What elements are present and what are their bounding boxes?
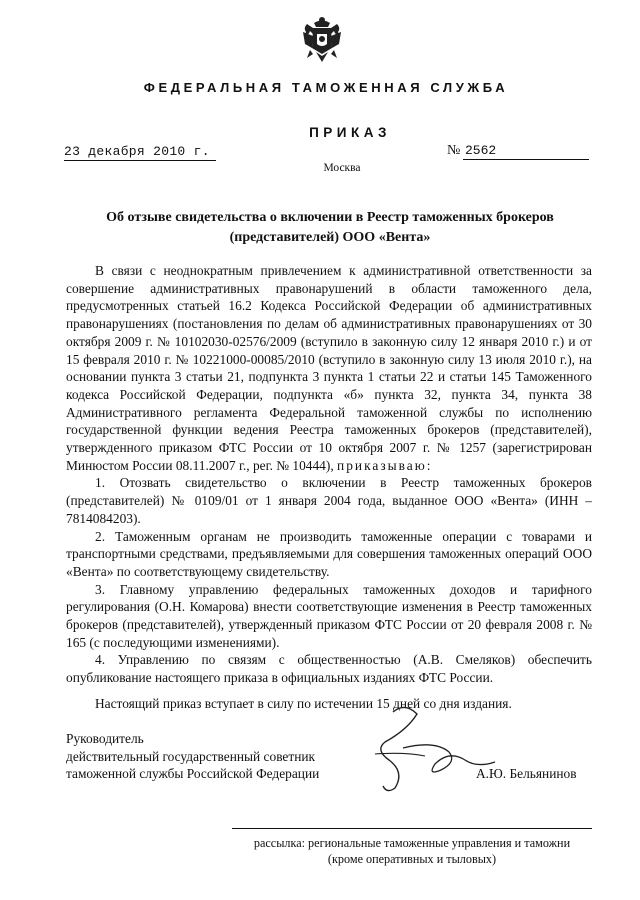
agency-name: ФЕДЕРАЛЬНАЯ ТАМОЖЕННАЯ СЛУЖБА: [143, 80, 509, 95]
closing-statement: Настоящий приказ вступает в силу по истечении 15 дней со дня издания.: [95, 696, 512, 711]
order-item-2: 2. Таможенным органам не производить таможенные операции с товарами и транспортными средствами, предъявляемыми для совершения таможенных операций ООО «Вента» по соответствующему свидетельству.: [66, 528, 592, 579]
document-body: [66, 262, 592, 687]
document-number: 2562: [465, 143, 497, 158]
order-item-3: 3. Главному управлению федеральных таможенных доходов и тарифного регулирования (О.Н. Комарова) внести соответствующие изменения в Реестр таможенных брокеров (представителей), утвержденный приказом ФТС России от 20 февраля 2008 г. № 165 (с последующими изменениями).: [66, 581, 592, 650]
document-number-field: [447, 144, 589, 160]
intro-paragraph: [66, 262, 592, 474]
number-underline: [463, 143, 589, 160]
order-word: приказываю:: [337, 457, 433, 473]
distribution-line-1: рассылка: региональные таможенные управления и таможни: [253, 836, 571, 850]
double-headed-eagle-emblem-icon: [301, 14, 343, 64]
intro-text: В связи с неоднократным привлечением к административной ответственности за совершение административных правонарушений в области таможенного дела, предусмотренных статьей 16.2 Кодекса Российской Федерации об административных правонарушениях (постановления по делам об административных правонарушениях от 30 октября 2009 г. № 10102030-02576/2009 (вступило в законную силу 12 января 2010 г.) и от 15 февраля 2010 г. № 10221000-00085/2010 (вступило в законную силу 13 июля 2010 г.), на основании пункта 3 статьи 21, подпункта 3 пункта 1 статьи 22 и статьи 145 Таможенного кодекса Российской Федерации, подпункта «б» пункта 32, пункта 34, пункта 38 Административного регламента Федеральной таможенной службы по исполнению государственной функции ведения Реестра таможенных брокеров (представителей), утвержденного приказом ФТС России от 10 октября 2007 г. № 1257 (зарегистрирован Минюстом России 08.11.2007 г., рег. № 10444),: [66, 263, 592, 473]
order-item-4: 4. Управлению по связям с общественностью (А.В. Смеляков) обеспечить опубликование настоящего приказа в официальных изданиях ФТС России.: [66, 652, 592, 686]
signatory-role-line-1: Руководитель: [66, 731, 144, 746]
signatory-name: А.Ю. Бельянинов: [476, 766, 577, 781]
signatory-title: [66, 730, 319, 783]
document-date-field: [64, 144, 216, 161]
signatory-role-line-3: таможенной службы Российской Федерации: [66, 766, 320, 781]
number-sign: №: [447, 143, 461, 158]
distribution-list: [232, 836, 592, 867]
signatory-role-line-2: действительный государственный советник: [66, 748, 316, 764]
document-type: ПРИКАЗ: [309, 125, 391, 140]
order-item-1: 1. Отозвать свидетельство о включении в Реестр таможенных брокеров (представителей) № 0109/01 от 1 января 2004 года, выданное ООО «Вента» (ИНН – 7814084203).: [66, 475, 592, 526]
document-city: Москва: [323, 162, 361, 174]
distribution-line-2: (кроме оперативных и тыловых): [327, 851, 497, 866]
document-title: Об отзыве свидетельства о включении в Реестр таможенных брокеров (представителей) ООО «Вента»: [106, 210, 554, 245]
document-date: 23 декабря 2010 г.: [64, 144, 210, 159]
distribution-divider: [232, 828, 592, 829]
handwritten-signature: [345, 690, 545, 800]
